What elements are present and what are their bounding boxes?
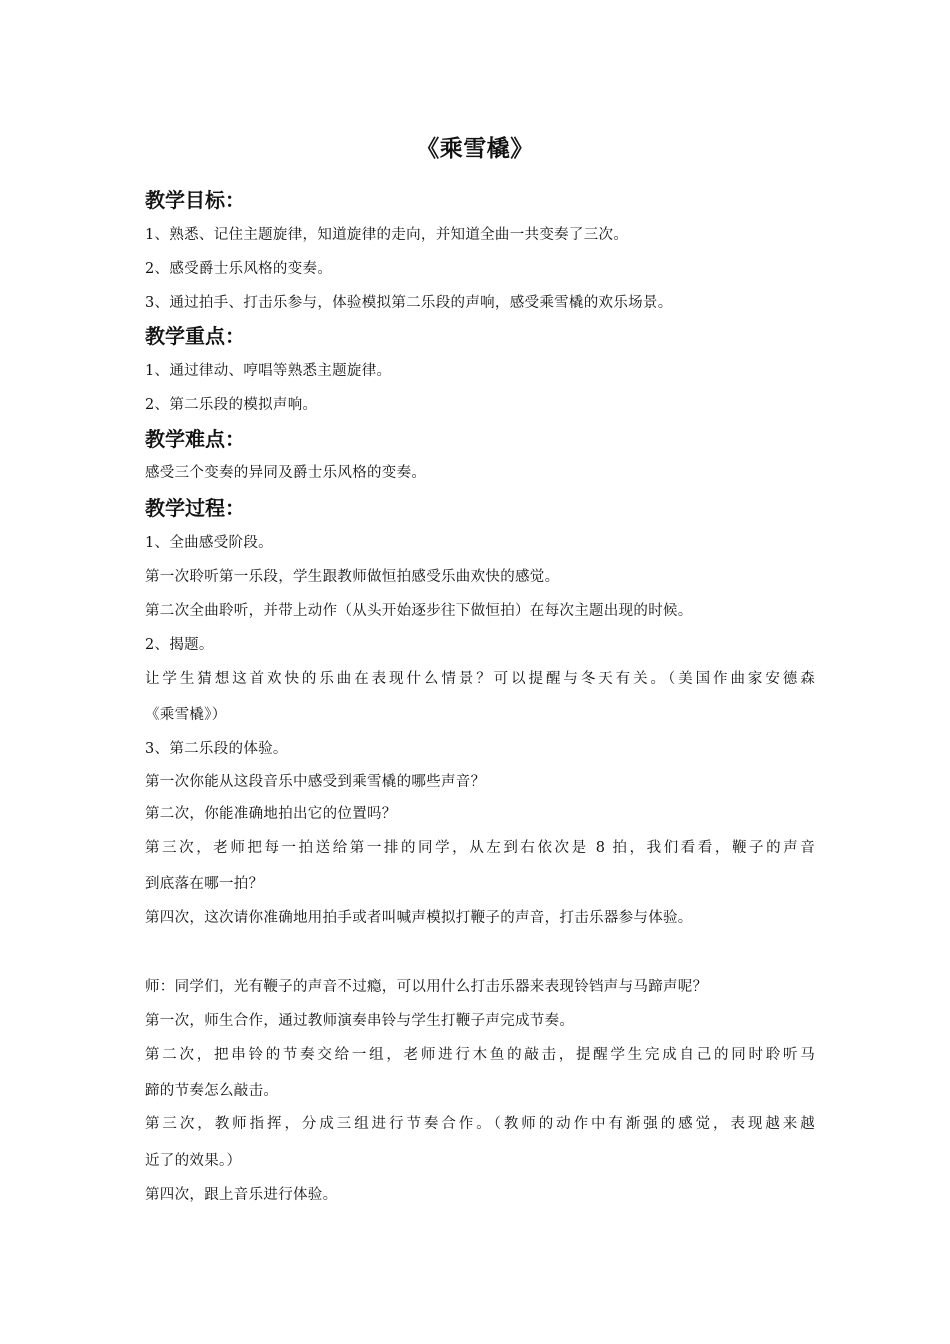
process-line-1: 1、全曲感受阶段。 bbox=[145, 535, 273, 551]
process-line-8: 第一次你能从这段音乐中感受到乘雪橇的哪些声音？ bbox=[145, 774, 486, 790]
process-line-2: 第一次聆听第一乐段，学生跟教师做恒拍感受乐曲欢快的感觉。 bbox=[145, 569, 560, 585]
process-line-6: 《乘雪橇》） bbox=[145, 707, 227, 723]
objective-line-1: 1、熟悉、记住主题旋律，知道旋律的走向，并知道全曲一共变奏了三次。 bbox=[145, 227, 629, 243]
process-line-15: 第二次，把串铃的节奏交给一组，老师进行木鱼的敲击，提醒学生完成自己的同时聆听马 bbox=[145, 1047, 815, 1063]
heading-key-points: 教学重点： bbox=[145, 324, 245, 348]
process-line-7: 3、第二乐段的体验。 bbox=[145, 741, 288, 757]
process-line-10: 第三次，老师把每一拍送给第一排的同学，从左到右依次是 8 拍，我们看看，鞭子的声音 bbox=[145, 840, 815, 856]
key-point-line-1: 1、通过律动、哼唱等熟悉主题旋律。 bbox=[145, 363, 392, 379]
key-point-line-2: 2、第二乐段的模拟声响。 bbox=[145, 397, 318, 413]
process-line-14: 第一次，师生合作，通过教师演奏串铃与学生打鞭子声完成节奏。 bbox=[145, 1013, 575, 1029]
process-line-11: 到底落在哪一拍？ bbox=[145, 876, 264, 892]
process-line-4: 2、揭题。 bbox=[145, 637, 214, 653]
process-line-3: 第二次全曲聆听，并带上动作（从头开始逐步往下做恒拍）在每次主题出现的时候。 bbox=[145, 603, 693, 619]
process-line-9: 第二次，你能准确地拍出它的位置吗？ bbox=[145, 806, 397, 822]
process-line-16: 蹄的节奏怎么敲击。 bbox=[145, 1083, 279, 1099]
process-line-5: 让学生猜想这首欢快的乐曲在表现什么情景？可以提醒与冬天有关。（美国作曲家安德森 bbox=[145, 671, 815, 687]
process-line-19: 第四次，跟上音乐进行体验。 bbox=[145, 1187, 338, 1203]
heading-process: 教学过程： bbox=[145, 496, 245, 520]
process-line-12: 第四次，这次请你准确地用拍手或者叫喊声模拟打鞭子的声音，打击乐器参与体验。 bbox=[145, 910, 693, 926]
difficulty-line-1: 感受三个变奏的异同及爵士乐风格的变奏。 bbox=[145, 465, 427, 481]
heading-objectives: 教学目标： bbox=[145, 188, 245, 212]
process-line-18: 近了的效果。） bbox=[145, 1153, 242, 1169]
heading-difficulties: 教学难点： bbox=[145, 427, 245, 451]
process-line-13: 师：同学们，光有鞭子的声音不过瘾，可以用什么打击乐器来表现铃铛声与马蹄声呢？ bbox=[145, 979, 708, 995]
process-line-17: 第三次，教师指挥，分成三组进行节奏合作。（教师的动作中有渐强的感觉，表现越来越 bbox=[145, 1116, 815, 1132]
objective-line-3: 3、通过拍手、打击乐参与，体验模拟第二乐段的声响，感受乘雪橇的欢乐场景。 bbox=[145, 295, 673, 311]
objective-line-2: 2、感受爵士乐风格的变奏。 bbox=[145, 261, 333, 277]
document-title: 《乘雪橇》 bbox=[416, 136, 534, 162]
